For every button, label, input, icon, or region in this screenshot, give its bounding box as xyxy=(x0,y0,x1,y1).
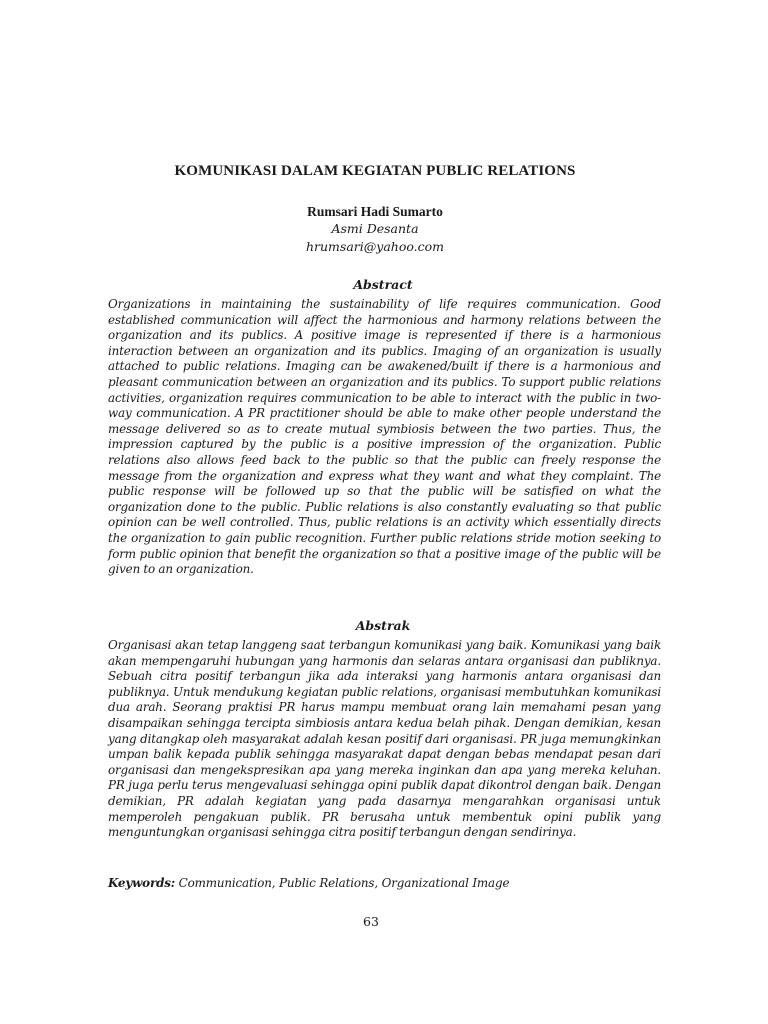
paper-title: KOMUNIKASI DALAM KEGIATAN PUBLIC RELATIONS xyxy=(174,163,576,179)
coauthor-name: Asmi Desanta xyxy=(331,221,419,236)
abstract-heading: Abstract xyxy=(353,277,413,292)
abstract-text: Organizations in maintaining the sustainability of life requires communication. Good established communication will affect the harmonious and harmony relations between the organization and its publics. A positive image is represented if there is a harmonious interaction between an organization and its publics. Imaging of an organization is usually attached to public relations. Imaging can be awakened/built if there is a harmonious and pleasant communication between an organization and its publics. To support public relations activities, organization requires communication to be able to interact with the public in two-way communication. A PR practitioner should be able to make other people understand the message delivered so as to create mutual symbiosis between the two parties. Thus, the impression captured by the public is a positive impression of the organization. Public relations also allows feed back to the public so that the public can freely response the message from the organization and express what they want and what they complaint. The public response will be followed up so that the public will be satisfied on what the organization done to the public. Public relations is also constantly evaluating so that public opinion can be well controlled. Thus, public relations is an activity which essentially directs the organization to gain public recognition. Further public relations stride motion seeking to form public opinion that benefit the organization so that a positive image of the public will be given to an organization. xyxy=(108,297,661,577)
author-email: hrumsari@yahoo.com xyxy=(305,239,445,254)
page-number: 63 xyxy=(363,914,379,929)
abstrak-heading: Abstrak xyxy=(355,618,411,633)
abstrak-text: Organisasi akan tetap langgeng saat terbangun komunikasi yang baik. Komunikasi yang baik akan mempengaruhi hubungan yang harmonis dan selaras antara organisasi dan publiknya. Sebuah citra positif terbangun jika ada interaksi yang harmonis antara organisasi dan publiknya. Untuk mendukung kegiatan public relations, organisasi membutuhkan komunikasi dua arah. Seorang praktisi PR harus mampu membuat orang lain memahami pesan yang disampaikan sehingga tercipta simbiosis antara kedua belah pihak. Dengan demikian, kesan yang ditangkap oleh masyarakat adalah kesan positif dari organisasi. PR juga memungkinkan umpan balik kepada publik sehingga masyarakat dapat dengan bebas mendapat pesan dari organisasi dan mengekspresikan apa yang mereka inginkan dan apa yang mereka keluhan. PR juga perlu terus mengevaluasi sehingga opini publik dapat dikontrol dengan baik. Dengan demikian, PR adalah kegiatan yang pada dasarnya mengarahkan organisasi untuk memperoleh pengakuan publik. PR berusaha untuk membentuk opini publik yang menguntungkan organisasi sehingga citra positif terbangun dengan sendirinya. xyxy=(108,638,661,840)
author-name: Rumsari Hadi Sumarto xyxy=(307,204,443,219)
keywords-line xyxy=(108,876,661,890)
keywords-label: Keywords: xyxy=(108,876,176,890)
keywords-text: Communication, Public Relations, Organizational Image xyxy=(178,876,510,890)
